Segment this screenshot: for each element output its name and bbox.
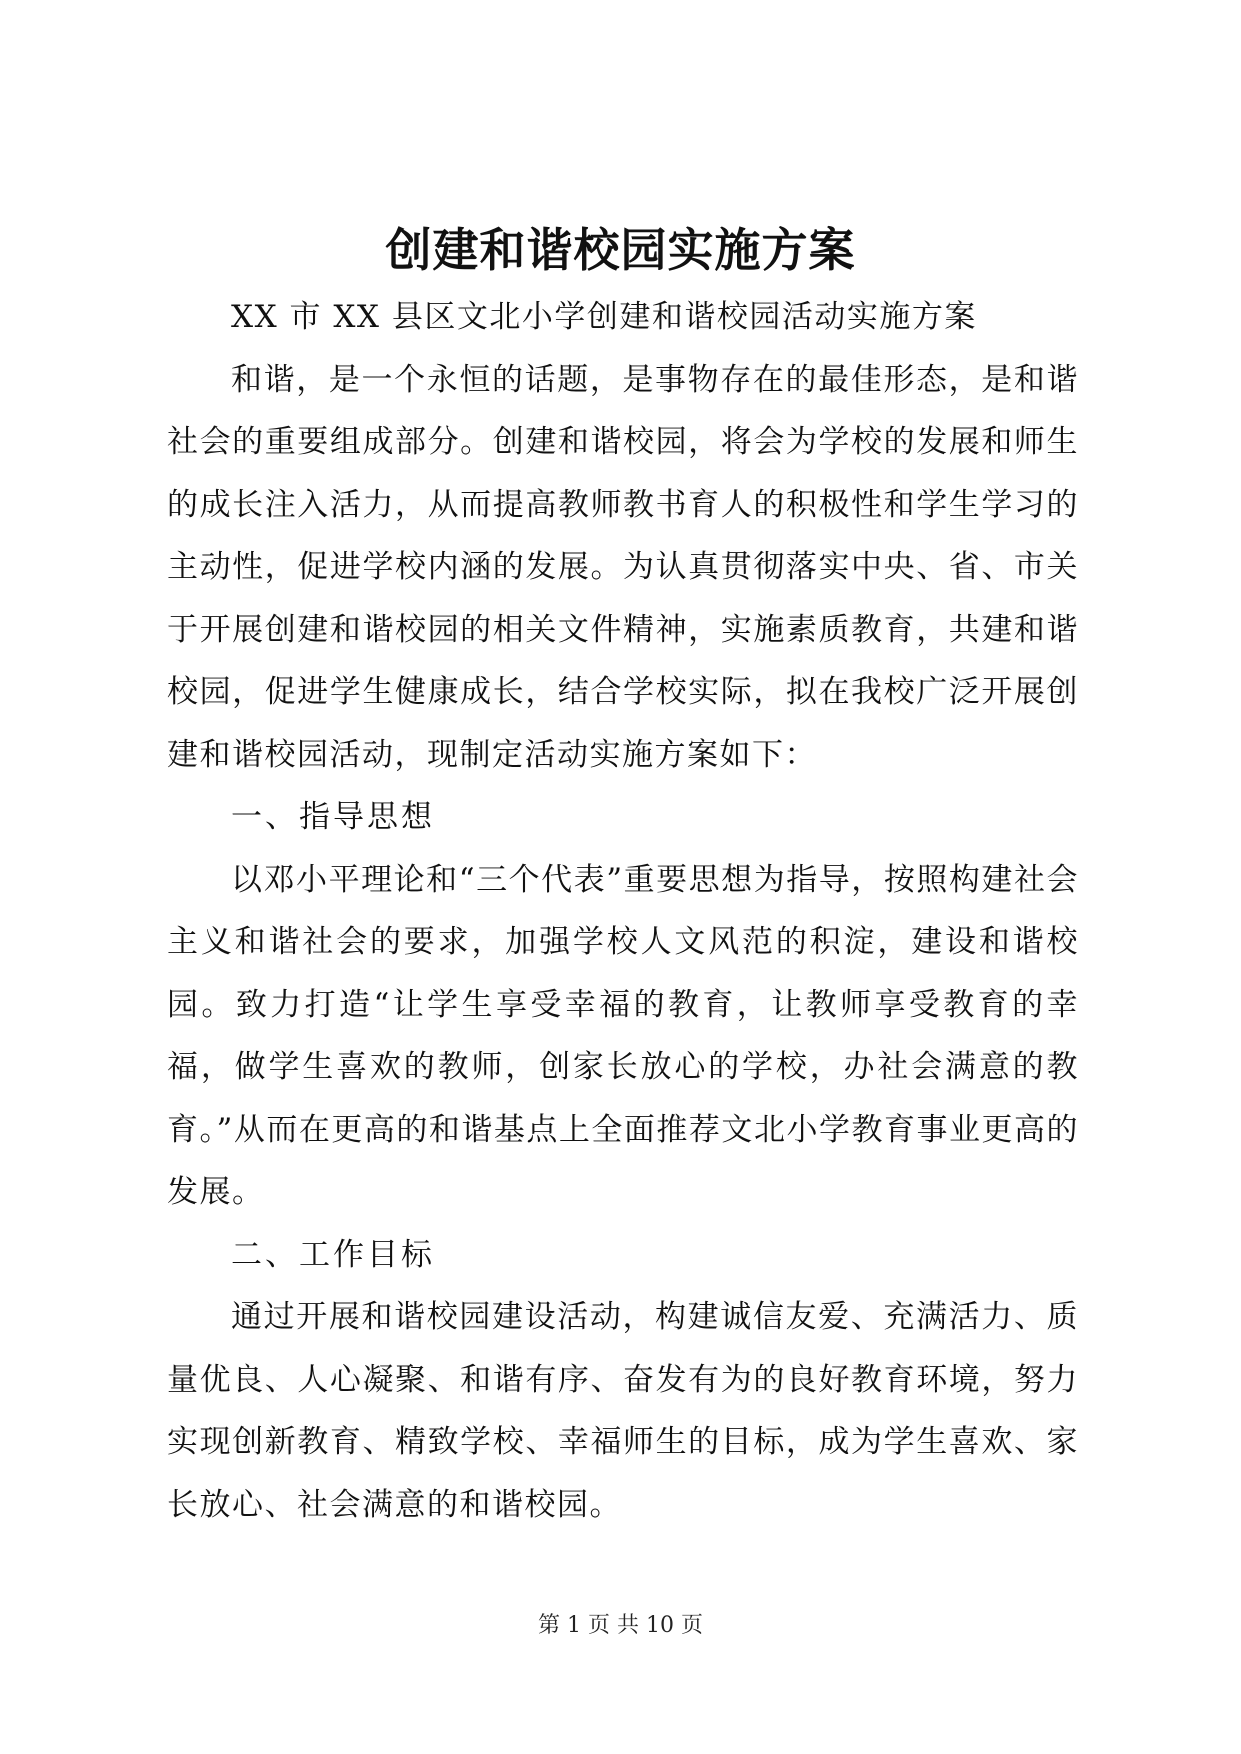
document-body [167, 286, 1079, 1536]
subtitle-paragraph: XX 市 XX 县区文北小学创建和谐校园活动实施方案 [231, 299, 977, 335]
section-heading-guiding-ideology: 一、指导思想 [231, 799, 435, 835]
work-goals-paragraph: 通过开展和谐校园建设活动，构建诚信友爱、充满活力、质量优良、人心凝聚、和谐有序、奋发有为的良好教育环境，努力实现创新教育、精致学校、幸福师生的目标，成为学生喜欢、家长放心、社会满意的和谐校园。 [167, 1299, 1079, 1523]
intro-paragraph: 和谐，是一个永恒的话题，是事物存在的最佳形态，是和谐社会的重要组成部分。创建和谐校园，将会为学校的发展和师生的成长注入活力，从而提高教师教书育人的积极性和学生学习的主动性，促进学校内涵的发展。为认真贯彻落实中央、省、市关于开展创建和谐校园的相关文件精神，实施素质教育，共建和谐校园，促进学生健康成长，结合学校实际，拟在我校广泛开展创建和谐校园活动，现制定活动实施方案如下： [167, 361, 1079, 773]
page-number-footer: 第 1 页 共 10 页 [538, 1613, 703, 1638]
document-title: 创建和谐校园实施方案 [385, 223, 856, 277]
guiding-ideology-paragraph: 以邓小平理论和“三个代表”重要思想为指导，按照构建社会主义和谐社会的要求，加强学校人文风范的积淀，建设和谐校园。致力打造“让学生享受幸福的教育，让教师享受教育的幸福，做学生喜欢的教师，创家长放心的学校，办社会满意的教育。”从而在更高的和谐基点上全面推荐文北小学教育事业更高的发展。 [167, 861, 1079, 1210]
section-heading-work-goals: 二、工作目标 [231, 1236, 435, 1273]
